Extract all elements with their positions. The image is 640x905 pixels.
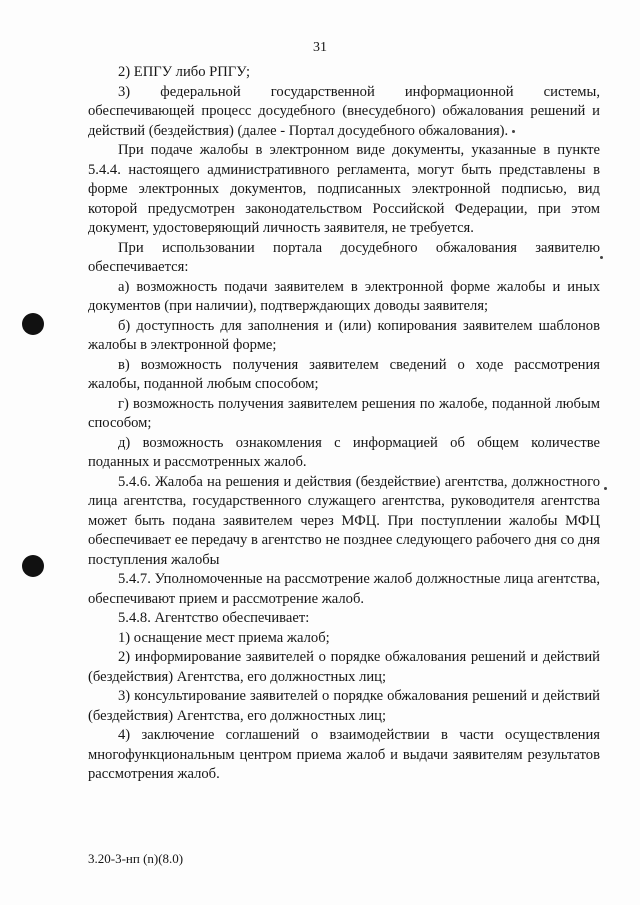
page-number: 31: [313, 40, 327, 55]
paragraph: 4) заключение соглашений о взаимодействии в части осуществления многофункциональным центром приема жалоб и выдачи заявителям результатов рассмотрения жалоб.: [88, 727, 600, 782]
punch-hole: [22, 313, 44, 335]
paragraph: 3) консультирование заявителей о порядке обжалования решений и действий (бездействия) Агентства, его должностных лиц;: [88, 688, 600, 724]
paragraph: 3) федеральной государственной информационной системы, обеспечивающей процесс досудебного (внесудебного) обжалования решений и действий (бездействия) (далее - Портал досудебного обжалования).: [88, 83, 600, 139]
paragraph: 5.4.6. Жалоба на решения и действия (бездействие) агентства, должностного лица агентства, государственного служащего агентства, руководителя агентства может быть подана заявителем через МФЦ. При поступлении жалобы МФЦ обеспечивает ее передачу в агентство не позднее следующего рабочего дня со дня поступления жалобы: [88, 473, 600, 568]
scan-speck: [604, 487, 607, 490]
paragraph: а) возможность подачи заявителем в электронной форме жалобы и иных документов (при наличии), подтверждающих доводы заявителя;: [88, 278, 600, 314]
paragraph: в) возможность получения заявителем сведений о ходе рассмотрения жалобы, поданной любым способом;: [88, 356, 600, 392]
paragraph: При использовании портала досудебного обжалования заявителю обеспечивается:: [88, 239, 600, 275]
paragraph: 2) информирование заявителей о порядке обжалования решений и действий (бездействия) Агентства, его должностных лиц;: [88, 649, 600, 685]
paragraph: 1) оснащение мест приема жалоб;: [118, 629, 330, 646]
paragraph: При подаче жалобы в электронном виде документы, указанные в пункте 5.4.4. настоящего административного регламента, могут быть представлены в форме электронных документов, подписанных электронной подписью, вид которой предусмотрен законодательством Российской Федерации, при этом документ, удостоверяющий личность заявителя, не требуется.: [88, 142, 600, 236]
paragraph: б) доступность для заполнения и (или) копирования заявителем шаблонов жалобы в электронной форме;: [88, 317, 600, 353]
paragraph: г) возможность получения заявителем решения по жалобе, поданной любым способом;: [88, 395, 600, 431]
document-code: 3.20-3-нп (n)(8.0): [88, 851, 184, 866]
body-text: [88, 63, 600, 785]
paragraph: 5.4.8. Агентство обеспечивает:: [118, 610, 310, 626]
scan-speck: [600, 256, 603, 259]
paragraph: 2) ЕПГУ либо РПГУ;: [118, 64, 251, 80]
paragraph: д) возможность ознакомления с информацией об общем количестве поданных и рассмотренных жалоб.: [88, 434, 600, 470]
punch-hole: [22, 555, 44, 577]
paragraph: 5.4.7. Уполномоченные на рассмотрение жалоб должностные лица агентства, обеспечивают прием и рассмотрение жалоб.: [88, 571, 600, 607]
